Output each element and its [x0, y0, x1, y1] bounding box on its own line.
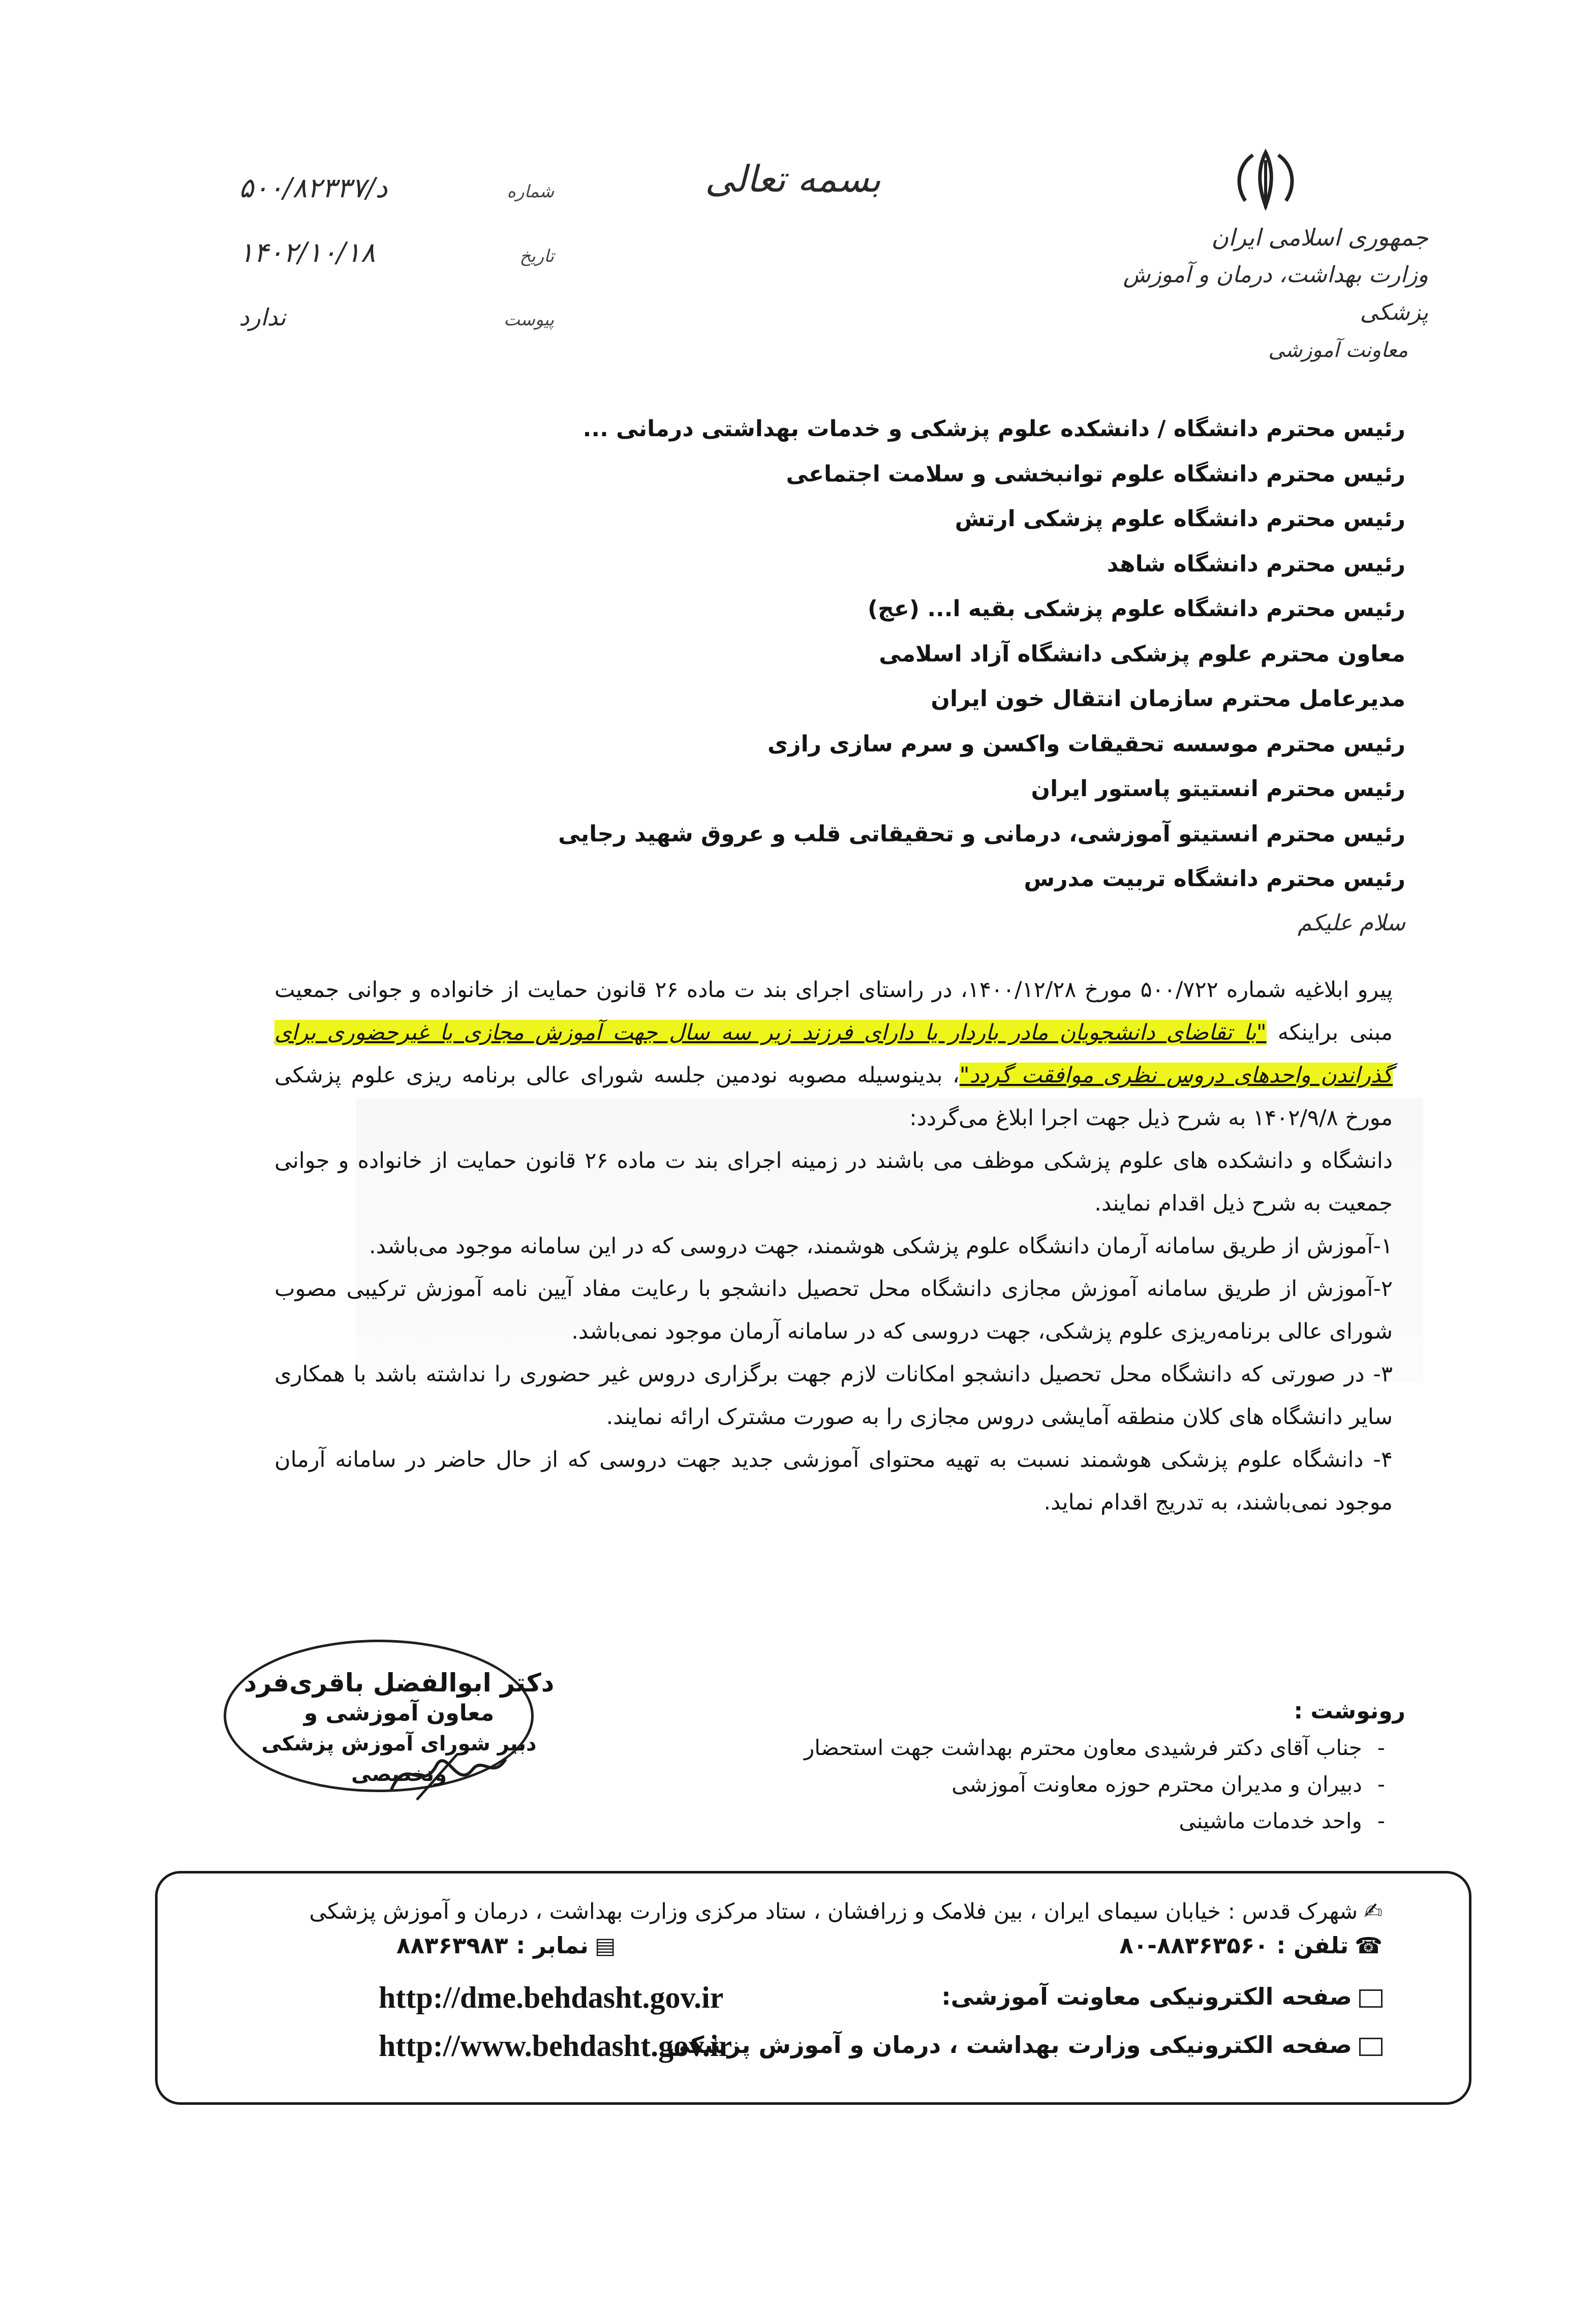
cc-section — [694, 1693, 1405, 1839]
cc-item-text: واحد خدمات ماشینی — [1179, 1808, 1362, 1833]
fax-icon: ▤ — [594, 1933, 616, 1959]
cc-title: رونوشت : — [1294, 1698, 1405, 1724]
attachment-label: پیوست — [503, 310, 554, 330]
footer-address — [213, 1894, 1383, 1929]
pen-icon: ✍ — [1364, 1898, 1383, 1924]
fax-number: ۸۸۳۶۳۹۸۳ — [396, 1932, 508, 1959]
directive-item: ۱-آموزش از طریق سامانه آرمان دانشگاه علوم پزشکی هوشمند، جهت دروسی که در این سامانه موجود می‌باشد. — [369, 1233, 1393, 1259]
iran-emblem-icon — [1230, 145, 1301, 216]
directive-item: ۴- دانشگاه علوم پزشکی هوشمند نسبت به تهیه محتوای آموزشی جدید جهت دروسی که از حال حاضر در سامانه آرمان موجود نمی‌باشند، به تدریج اقدام نماید. — [274, 1447, 1393, 1515]
cc-item: - جناب آقای دکتر فرشیدی معاون محترم بهداشت جهت استحضار — [694, 1730, 1405, 1766]
attachment-value: ندارد — [239, 304, 286, 331]
ministry-letterhead — [1103, 219, 1428, 369]
envelope-icon — [1359, 2038, 1383, 2056]
footer-fax — [396, 1932, 616, 1959]
letter-number: د/۵۰۰/۸۲۳۳۷ — [239, 172, 388, 204]
recipient-line: رئیس محترم انستیتو آموزشی، درمانی و تحقیقاتی قلب و عروق شهید رجایی — [558, 821, 1405, 847]
phone-icon: ☎ — [1355, 1933, 1383, 1959]
paragraph-obligation: دانشگاه و دانشکده های علوم پزشکی موظف می باشند در زمینه اجرای بند ت ماده ۲۶ قانون حمایت از خانواده و جوانی جمعیت به شرح ذیل اقدام نمایند. — [274, 1148, 1393, 1216]
recipient-line: رئیس محترم دانشگاه علوم پزشکی ارتش — [955, 506, 1405, 532]
cc-item: - دبیران و مدیران محترم حوزه معاونت آموزشی — [694, 1766, 1405, 1803]
org-line: وزارت بهداشت، درمان و آموزش پزشکی — [1123, 262, 1428, 325]
footer-phone — [1119, 1932, 1383, 1959]
handwritten-signature — [386, 1744, 508, 1805]
recipient-list — [236, 407, 1405, 902]
highlighted-clause: "با تقاضای دانشجویان مادر باردار یا دارای فرزند زیر سه سال جهت آموزش مجازی یا غیرحضوری برای گذراندن واحدهای دروس نظری موافقت گردد" — [274, 1020, 1393, 1088]
cc-item-text: جناب آقای دکتر فرشیدی معاون محترم بهداشت جهت استحضار — [804, 1735, 1362, 1760]
recipient-line: رئیس محترم دانشگاه تربیت مدرس — [1024, 866, 1405, 892]
ministry-site-label: صفحه الکترونیکی وزارت بهداشت ، درمان و آموزش پزشکی — [667, 2031, 1352, 2059]
org-line: جمهوری اسلامی ایران — [1211, 224, 1428, 251]
letter-body — [274, 969, 1393, 1524]
recipient-line: رئیس محترم دانشگاه علوم توانبخشی و سلامت اجتماعی — [786, 461, 1405, 487]
directive-item: ۲-آموزش از طریق سامانه آموزش مجازی دانشگاه محل تحصیل دانشجو با رعایت مفاد آیین نامه آموزش ترکیبی مصوب شورای عالی برنامه‌ریزی علوم پزشکی، جهت دروسی که در سامانه آرمان موجود نمی‌باشد. — [274, 1276, 1393, 1344]
recipient-line: مدیرعامل محترم سازمان انتقال خون ایران — [931, 686, 1405, 712]
address-text: شهرک قدس : خیابان سیمای ایران ، بین فلامک و زرافشان ، ستاد مرکزی وزارت بهداشت ، درمان و آموزش پزشکی — [309, 1899, 1358, 1924]
envelope-icon — [1359, 1989, 1383, 2008]
letter-metadata — [239, 158, 554, 350]
phone-label: تلفن : — [1276, 1932, 1349, 1959]
recipient-line: معاون محترم علوم پزشکی دانشگاه آزاد اسلامی — [879, 641, 1405, 667]
org-line: معاونت آموزشی — [1268, 339, 1408, 362]
recipient-line: رئیس محترم دانشگاه شاهد — [1107, 551, 1405, 577]
letter-date: ۱۴۰۲/۱۰/۱۸ — [239, 236, 376, 268]
phone-number: ۸۸۳۶۳۵۶۰-۸۰ — [1119, 1932, 1269, 1959]
recipient-line: رئیس محترم دانشگاه / دانشکده علوم پزشکی و خدمات بهداشتی درمانی ... — [582, 416, 1405, 442]
intro-text-end: ، بدینوسیله مصوبه نودمین جلسه شورای عالی برنامه ریزی علوم پزشکی مورخ ۱۴۰۲/۹/۸ به شرح ذیل جهت اجرا ابلاغ می‌گردد: — [274, 1063, 1393, 1131]
signer-title: دبیر شورای آموزش پزشکی وتخصصی — [261, 1732, 537, 1786]
signer-title: معاون آموزشی و — [303, 1700, 495, 1726]
intro-text: پیرو ابلاغیه شماره ۵۰۰/۷۲۲ مورخ ۱۴۰۰/۱۲/۲۸، در راستای اجرای بند ت ماده ۲۶ قانون حمایت از خانواده و جوانی جمعیت مبنی براینکه — [274, 977, 1393, 1045]
ea-site-label: صفحه الکترونیکی معاونت آموزشی: — [941, 1983, 1352, 2010]
number-label: شماره — [507, 182, 554, 202]
footer-ministry-site — [667, 2031, 1383, 2059]
ea-site-link[interactable]: http://dme.behdasht.gov.ir — [379, 1981, 724, 2014]
signer-name: دکتر ابوالفضل باقری‌فرد — [243, 1668, 555, 1698]
recipient-line: رئیس محترم موسسه تحقیقات واکسن و سرم سازی رازی — [767, 731, 1405, 757]
footer-ea-site — [941, 1983, 1383, 2010]
paragraph-intro — [274, 969, 1393, 1139]
cc-item-text: دبیران و مدیران محترم حوزه معاونت آموزشی — [952, 1772, 1362, 1797]
cc-item: - واحد خدمات ماشینی — [694, 1803, 1405, 1839]
recipient-line: رئیس محترم دانشگاه علوم پزشکی بقیه ا... (عج) — [868, 596, 1405, 622]
recipient-line: رئیس محترم انستیتو پاستور ایران — [1031, 776, 1405, 802]
directive-item: ۳- در صورتی که دانشگاه محل تحصیل دانشجو امکانات لازم جهت برگزاری دروس غیر حضوری را نداشته باشد با همکاری سایر دانشگاه های کلان منطقه آمایشی دروس مجازی را به صورت مشترک ارائه نمایند. — [274, 1362, 1393, 1430]
ministry-site-link[interactable]: http://www.behdasht.gov.ir — [379, 2029, 732, 2063]
salutation: سلام علیکم — [1297, 910, 1405, 936]
date-label: تاریخ — [519, 246, 554, 266]
fax-label: نمابر : — [516, 1932, 589, 1959]
basmala-heading: بسمه تعالی — [704, 158, 881, 200]
